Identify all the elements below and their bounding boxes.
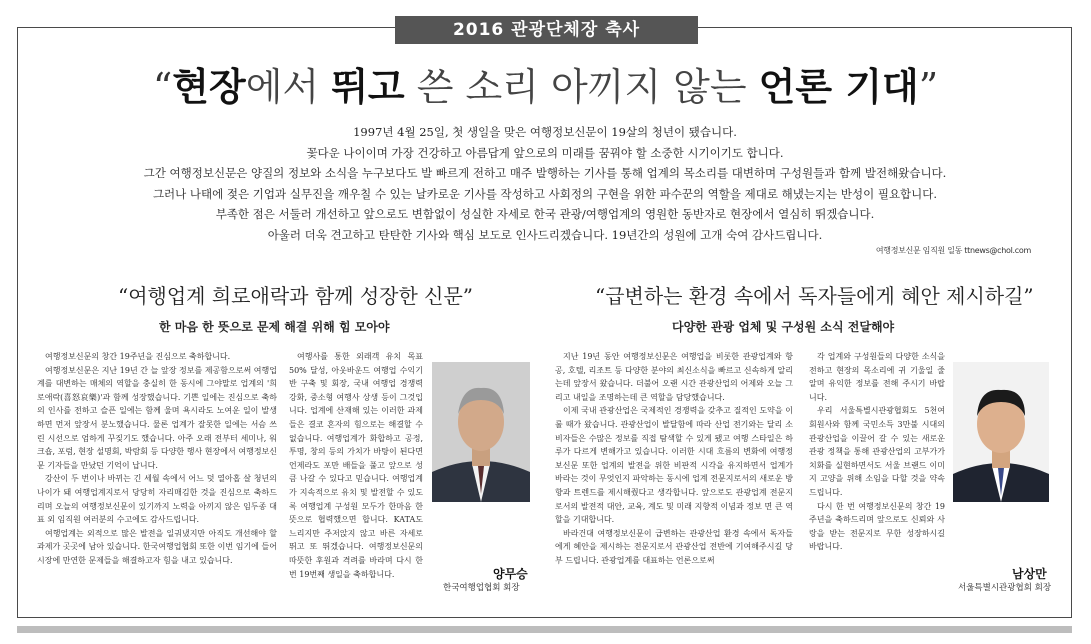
left-article-column-1 — [37, 350, 277, 590]
paragraph: 강산이 두 번이나 바뀌는 긴 세월 속에서 어느 덧 열아홉 살 청년의 나이가 돼 여행업계지로서 당당히 자리매김한 것을 진심으로 축하드리며 오늘의 여행정보신문이 있기까지 노력을 아끼지 않은 임두종 대표 외 임직원 여러분의 수고에도 감사드립니다. — [37, 474, 277, 525]
intro-line: 꽃다운 나이이며 가장 건강하고 아름답게 앞으로의 미래를 꿈꿔야 할 소중한 시기이기도 합니다. — [306, 145, 784, 160]
portrait-photo-left — [432, 362, 530, 502]
signature-role-right: 서울특별시관광협회 회장 — [958, 583, 1052, 593]
signature-name-left: 양무승 — [493, 567, 528, 581]
intro-line: 그러나 나태에 젖은 기업과 실무진을 깨우칠 수 있는 날카로운 기사를 작성하고 사회정의 구현을 위한 파수꾼의 역할을 제대로 해냈는지는 반성이 필요합니다. — [152, 186, 938, 201]
section-banner: 2016 관광단체장 축사 — [395, 16, 698, 44]
right-article-column-2 — [809, 350, 945, 552]
signature-role-left: 한국여행업협회 회장 — [443, 583, 520, 593]
paragraph: 여행정보신문의 창간 19주년을 진심으로 축하합니다. — [45, 352, 231, 361]
portrait-illustration — [432, 362, 530, 502]
paragraph: 각 업계와 구성원들의 다양한 소식을 전하고 현장의 목소리에 귀 기울일 줄 알며 유익한 정보를 전해 주시기 바랍니다. — [809, 352, 945, 402]
paragraph: 지난 19년 동안 여행정보신문은 여행업을 비롯한 관광업계와 항공, 호텔, 리조트 등 다양한 분야의 최신소식을 빠르고 신속하게 알리는데 앞장서 왔습니다. 더불어 오랜 시간 관광산업의 어제와 오늘 그리고 내일을 조명하는데 큰 역할을 담당했습니다. — [555, 352, 793, 402]
intro-paragraph — [60, 122, 1030, 245]
intro-line: 1997년 4월 25일, 첫 생일을 맞은 여행정보신문이 19살의 청년이 됐습니다. — [353, 125, 737, 139]
paragraph: 여행업계는 외적으로 많은 발전을 일궈냈지만 아직도 개선해야 할 과제가 곳곳에 남아 있습니다. 한국여행업협회 또한 이번 임기에 들어 시장에 만연한 문제들을 해결하고자 힘을 내고 있습니다. — [37, 528, 277, 565]
intro-line: 아울러 더욱 견고하고 탄탄한 기사와 핵심 보도로 인사드리겠습니다. 19년간의 성원에 고개 숙여 감사드립니다. — [267, 227, 823, 242]
paragraph: 우리 서울특별시관광협회도 5천여 회원사와 함께 국민소득 3만불 시대의 관광산업을 이끌어 갈 수 있는 새로운 관광 정책을 통해 관광산업의 고부가가치화를 실현하면서도 서울 브랜드 이미지 고양을 위해 소임을 다할 것을 약속드립니다. — [809, 406, 945, 497]
left-article-title: “여행업계 희로애락과 함께 성장한 신문” — [118, 284, 473, 308]
bottom-divider — [17, 626, 1072, 633]
main-headline — [0, 58, 1091, 116]
paragraph: 이제 국내 관광산업은 국제적인 경쟁력을 갖추고 질적인 도약을 이룰 때가 왔습니다. 관광산업이 발달함에 따라 산업 전기와는 달리 소비자들은 수많은 정보를 직접 탐색할 수 있게 됐고 여행 스타일은 하루가 다르게 변해가고 있습니다. 이러한 시대 흐름의 변화에 여행정보신문 또한 업계의 발전을 위한 비판적 시각을 유지하면서 업계가 바라는 것이 무엇인지 파악하는 동시에 업계 전문지로서의 새로운 방향과 트렌드를 제시해줬다고 생각합니다. 앞으로도 관광업계 전문지로서의 발전적 대안, 교육, 계도 및 미래 지향적 이념과 정보 면 큰 역할을 기대합니다. — [555, 406, 793, 525]
intro-line: 그간 여행정보신문은 양질의 정보와 소식을 누구보다도 발 빠르게 전하고 매주 발행하는 기사를 통해 업계의 목소리를 대변하며 구성원들과 함께 발전해왔습니다. — [143, 166, 947, 180]
headline-word-3: 뛰고 — [331, 65, 405, 109]
headline-word-2: 에서 — [245, 65, 332, 109]
right-article-title: “급변하는 환경 속에서 독자들에게 혜안 제시하길” — [595, 284, 1034, 308]
left-article-column-2 — [289, 350, 423, 579]
portrait-illustration — [953, 362, 1049, 502]
headline-word-1: 현장 — [172, 65, 246, 109]
headline-word-4: 쓴 소리 아끼지 않는 — [404, 65, 759, 109]
headline-open-quote: “ — [152, 65, 173, 109]
byline: 여행정보신문 임직원 일동 ttnews@chol.com — [875, 246, 1031, 255]
paragraph: 다시 한 번 여행정보신문의 창간 19주년을 축하드리며 앞으로도 신뢰와 사랑을 받는 전문지로 무한 성장하시길 바랍니다. — [809, 501, 945, 552]
right-article-deck: 다양한 관광 업체 및 구성원 소식 전달해야 — [672, 320, 895, 334]
intro-line: 부족한 점은 서둘러 개선하고 앞으로도 변함없이 성실한 자세로 한국 관광/여행업계의 영원한 동반자로 현장에서 열심히 뛰겠습니다. — [215, 207, 875, 221]
paragraph: 여행사를 통한 외래객 유치 목표 50% 달성, 아웃바운드 여행업 수익기반 구축 및 회장, 국내 여행업 경쟁력 강화, 중소형 여행사 상생 등이 그것입니다. 업계에 산재해 있는 이러한 과제들은 결코 혼자의 힘으로는 해결할 수 없습니다. 여행업계가 화합하고 공정, 투명, 창의 등의 가치가 바탕이 된다면 언제라도 포만 배들을 풀고 앞으로 성큼 나갈 수 있다고 믿습니다. 여행업계가 지속적으로 유치 및 발전할 수 있도록 여행업계 구성원 모두가 한마음 한뜻으로 협력했으면 합니다. KATA도 느리지만 주저앉지 않고 바른 자세로 뛰고 또 뛰겠습니다. 여행정보신문의 따뜻한 후원과 격려를 바라며 다시 한 번 19번째 생일을 축하합니다. — [289, 352, 423, 579]
signature-name-right: 남상만 — [1012, 567, 1047, 581]
portrait-photo-right — [953, 362, 1049, 502]
headline-word-5: 언론 기대 — [758, 65, 919, 109]
paragraph: 여행정보신문은 지난 19년 간 늘 앞장 정보를 제공함으로써 여행업계를 대변하는 매체의 역할을 충실히 한 동시에 그야말로 업계의 '희로애락(喜怒哀樂)'과 함께 성장했습니다. 기쁜 일에는 진심으로 축하의 인사를 전하고 슬픈 일에는 함께 울며 욕시라도 노여운 일이 발생하면 먼저 앞장서 분노했습니다. 물론 업계가 잘못한 일에는 서슴 쓰린 시선으로 엄하게 꾸짖기도 했습니다. 아주 오래 전부터 세미나, 워크숍, 포럼, 현장 설명회, 박람회 등 다양한 행사 현장에서 여행정보신문 기자들을 만났던 기억이 납니다. — [37, 365, 277, 470]
headline-close-quote: ” — [918, 65, 939, 109]
left-article-deck: 한 마음 한 뜻으로 문제 해결 위해 힘 모아야 — [159, 320, 390, 334]
right-article-column-1 — [555, 350, 793, 592]
paragraph: 바라건대 여행정보신문이 급변하는 관광산업 환경 속에서 독자들에게 혜안을 제시하는 전문지로서 관광산업 전반에 기여해주시길 당부 드립니다. 관광업계를 대표하는 언론으로써 — [555, 528, 793, 565]
